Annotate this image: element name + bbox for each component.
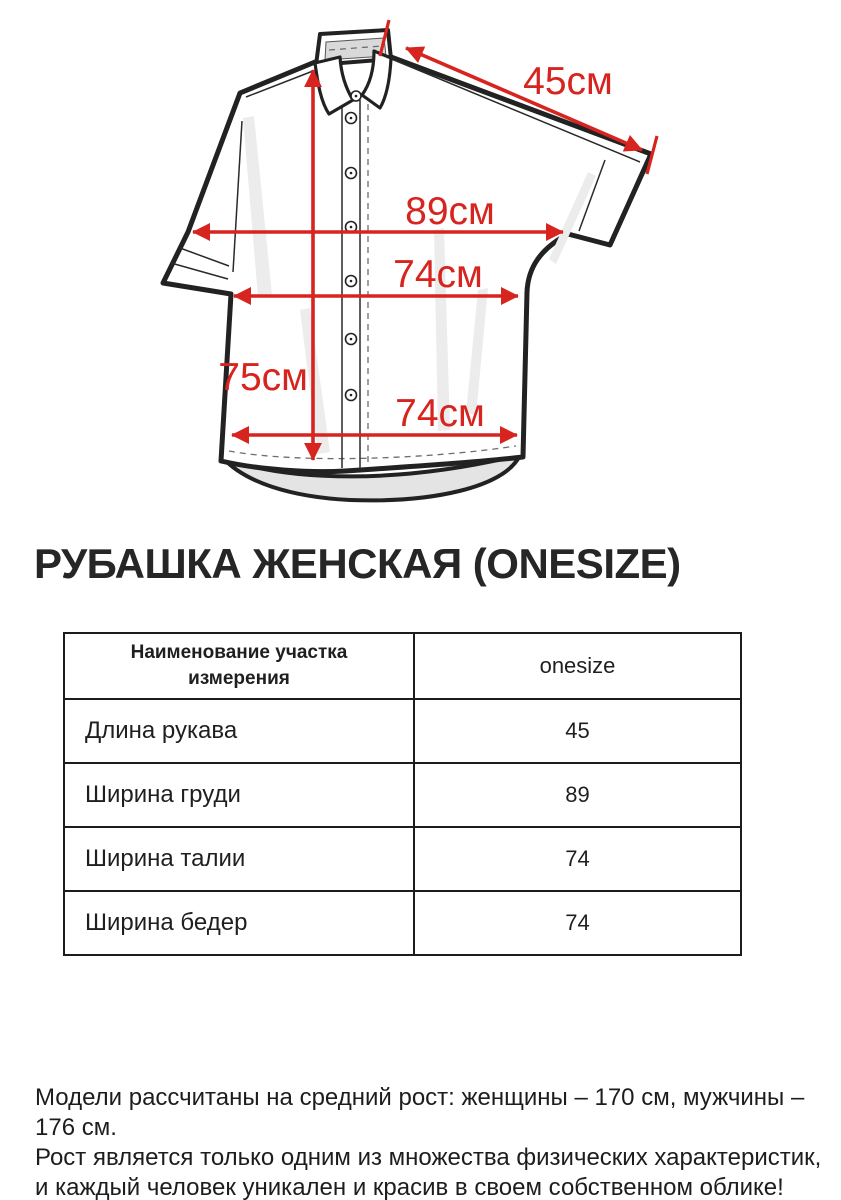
- note-line: Рост является только одним из множества физических характеристик,: [35, 1144, 822, 1171]
- row-value: 45: [414, 699, 741, 763]
- shirt-measurement-diagram: [0, 0, 841, 530]
- row-label: Ширина талии: [64, 827, 414, 891]
- row-value: 74: [414, 891, 741, 955]
- shirt-diagram-svg: [0, 0, 841, 530]
- row-value: 74: [414, 827, 741, 891]
- model-height-note: [35, 1083, 825, 1200]
- page-title: РУБАШКА ЖЕНСКАЯ (ONESIZE): [34, 540, 681, 587]
- hip-width-label: 74см: [395, 392, 485, 435]
- collar-button: [351, 91, 361, 101]
- column-header-parameter-text: Наименование участка измерения: [130, 642, 348, 689]
- row-label: Ширина груди: [64, 763, 414, 827]
- table-row: [64, 699, 741, 763]
- size-table: [63, 632, 742, 956]
- waist-width-label: 74см: [393, 253, 483, 296]
- row-label: Ширина бедер: [64, 891, 414, 955]
- chest-width-label: 89см: [405, 190, 495, 233]
- garment-length-label: 75см: [218, 356, 308, 399]
- sleeve-length-label: 45см: [523, 60, 613, 103]
- column-header-size: onesize: [414, 633, 741, 699]
- table-row: [64, 891, 741, 955]
- size-table-header-row: [64, 633, 741, 699]
- note-line: и каждый человек уникален и красив в своем собственном облике!: [35, 1174, 784, 1200]
- table-row: [64, 763, 741, 827]
- column-header-parameter: [64, 633, 414, 699]
- row-value: 89: [414, 763, 741, 827]
- note-line: Модели рассчитаны на средний рост: женщины – 170 см, мужчины – 176 см.: [35, 1084, 805, 1141]
- table-row: [64, 827, 741, 891]
- row-label: Длина рукава: [64, 699, 414, 763]
